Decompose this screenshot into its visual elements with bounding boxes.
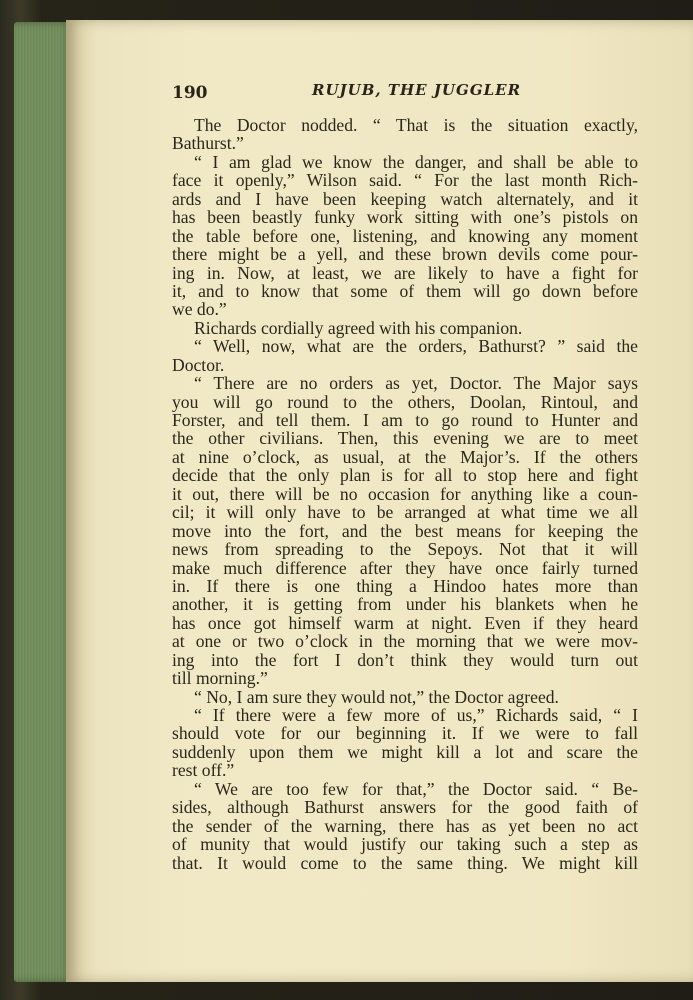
text-line: Doctor.: [172, 354, 225, 375]
text-line: Bathurst.”: [172, 133, 244, 154]
text-line: ing into the fort I don’t think they would turn out: [172, 649, 638, 670]
text-line: “ We are too few for that,” the Doctor said. “ Be-: [194, 778, 638, 799]
text-line: should vote for our beginning it. If we were to fall: [172, 723, 638, 744]
text-line: at one or two o’clock in the morning that we were mov-: [172, 631, 638, 652]
text-line: that. It would come to the same thing. We might kill: [172, 852, 638, 873]
page-header: [172, 81, 642, 103]
text-line: the sender of the warning, there has as yet been no act: [172, 815, 638, 836]
text-line: there might be a yell, and these brown devils come pour-: [172, 244, 638, 265]
text-line: Forster, and tell them. I am to go round to Hunter and: [172, 410, 638, 430]
text-line: “ Well, now, what are the orders, Bathurst? ” said the: [194, 336, 638, 357]
text-line: another, it is getting from under his blankets when he: [172, 594, 638, 615]
text-line: you will go round to the others, Doolan, Rintoul, and: [172, 391, 638, 412]
text-line: ing in. Now, at least, we are likely to have a fight for: [172, 262, 638, 283]
text-line: “ I am glad we know the danger, and shall be able to: [194, 151, 638, 172]
text-line: “ If there were a few more of us,” Richards said, “ I: [194, 705, 638, 725]
text-line: suddenly upon them we might kill a lot and scare the: [172, 741, 638, 762]
text-line: decide that the only plan is for all to stop here and fight: [172, 465, 638, 486]
text-line: The Doctor nodded. “ That is the situation exactly,: [194, 115, 638, 135]
text-line: has been beastly funky work sitting with one’s pistols on: [172, 207, 638, 228]
text-line: move into the fort, and the best means for keeping the: [172, 520, 638, 541]
text-line: sides, although Bathurst answers for the good faith of: [172, 797, 638, 818]
text-line: face it openly,” Wilson said. “ For the last month Rich-: [172, 170, 638, 191]
text-line: till morning.”: [172, 668, 268, 689]
text-line: ards and I have been keeping watch alternately, and it: [172, 188, 638, 209]
page-edges: [14, 22, 74, 982]
text-line: it out, there will be no occasion for anything like a coun-: [172, 483, 638, 504]
text-line: at nine o’clock, as usual, at the Major’s. If the others: [172, 446, 638, 467]
text-line: rest off.”: [172, 760, 235, 781]
text-line: “ No, I am sure they would not,” the Doctor agreed.: [194, 686, 559, 707]
body-text: [172, 116, 638, 872]
text-line: of munity that would justify our taking such a step as: [172, 834, 638, 855]
text-line: we do.”: [172, 299, 227, 320]
text-line: the other civilians. Then, this evening we are to meet: [172, 428, 638, 449]
text-line: “ There are no orders as yet, Doctor. The Major says: [194, 373, 638, 394]
text-line: the table before one, listening, and knowing any moment: [172, 225, 638, 246]
text-line: make much difference after they have once fairly turned: [172, 557, 638, 578]
text-line: cil; it will only have to be arranged at what time we all: [172, 502, 638, 523]
text-line: it, and to know that some of them will go down before: [172, 280, 638, 301]
text-line: Richards cordially agreed with his companion.: [194, 317, 523, 338]
page-number: 190: [172, 83, 208, 103]
text-line: in. If there is one thing a Hindoo hates more than: [172, 575, 638, 596]
text-line: has once got himself warm at night. Even if they heard: [172, 612, 638, 633]
running-title: RUJUB, THE JUGGLER: [312, 81, 522, 99]
text-line: news from spreading to the Sepoys. Not that it will: [172, 539, 638, 560]
